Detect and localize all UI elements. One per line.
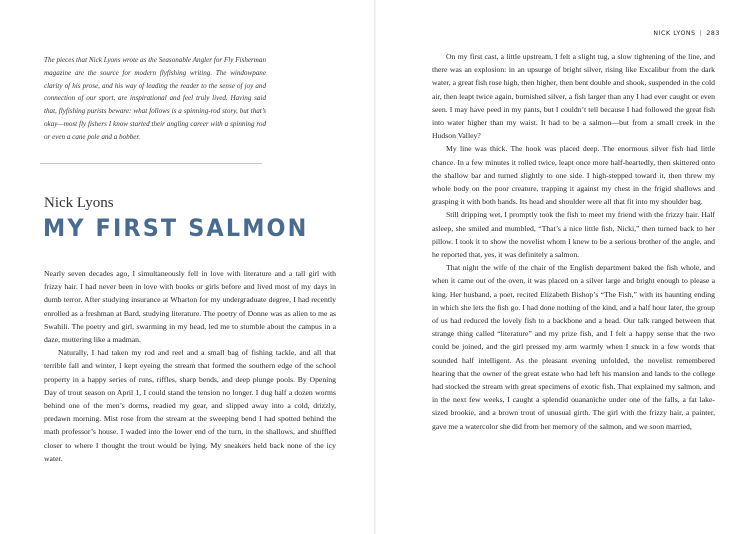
body-paragraph: Nearly seven decades ago, I simultaneously fell in love with literature and a tall girl with frizzy hair. I had never been in love with books or girls before and lived most of my days in dumb terror. After studying insurance at Wharton for my undergraduate degree, I had recently enrolled as a freshman at Bard, studying literature. The poetry of Donne was as alien to me as Swahili. The poetry and girl, swarming in my head, led me to stumble about the campus in a daze, muttering like a madman.	[44, 269, 336, 345]
body-paragraph: My line was thick. The hook was placed deep. The enormous silver fish had little chance. In a few minutes it rolled twice, leapt once more half-heartedly, then skittered onto the shallow bar and turned slightly to one side. I high-stepped toward it, then threw my whole body on the poor creature, trapping it against my chest in the frigid shallows and grasping it with both hands. Its head and shoulder were all that fit into my shoulder bag.	[432, 144, 715, 207]
header-separator: |	[699, 30, 703, 37]
intro-divider	[40, 163, 262, 164]
body-paragraph: On my first cast, a little upstream, I felt a slight tug, a slow tightening of the line, and there was an explosion: in an upsurge of bright silver, rising like Excalibur from the dark water, a great fish rose high, then higher, then bent double and shook, suspended in the cold air, then leapt twice again, burnished silver, a fish larger than any I had ever caught or even seen. I may have peed in my pants, but I couldn’t tell because I had followed the great fish into water higher than my waist. It had to be a salmon—but from a small creek in the Hudson Valley?	[432, 52, 715, 141]
article-title: MY FIRST SALMON	[43, 214, 309, 242]
intro-text: The pieces that Nick Lyons wrote as the Seasonable Angler for Fly Fisherman magazine are the source for modern flyfishing writing. The windowpane clarity of his prose, and his way of leading the reader to the sense of joy and connection of our sport, are inspirational and feel truly lived. Having said that, flyfishing purists beware: what follows is a spinning-rod story, but that’s okay—most fly fishers I know started their angling career with a spinning rod or even a cane pole and a bobber.	[44, 56, 266, 141]
body-paragraph: Still dripping wet, I promptly took the fish to meet my friend with the frizzy hair. Half asleep, she smiled and mumbled, “That’s a nice little fish, Nicki,” then turned back to her pillow. I took it to show the novelist whom I knew to be a serious brother of the angle, and he reported that, yes, it was definitely a salmon.	[432, 210, 715, 260]
right-body-text	[432, 50, 715, 433]
body-paragraph: That night the wife of the chair of the English department baked the fish whole, and when it came out of the oven, it was placed on a silver large and bright enough to please a king. Her husband, a poet, recited Elizabeth Bishop’s “The Fish,” with its haunting ending in which she lets the fish go. I had done nothing of the kind, and a half hour later, the group of us had reduced the lovely fish to a backbone and a head. Our talk ranged between that strange thing called “literature” and my prize fish, and I felt a happy sense that the two could be joined, and the girl pressed my arm warmly when I snuck in a few words that sounded half intelligent. As the pleasant evening unfolded, the novelist remembered hearing that the owner of the great estate who had left his mansion and lands to the college had stocked the stream with great specimens of exotic fish. That explained my salmon, and in the next few weeks, I caught a splendid ouananiche under one of the falls, a fat lake-sized brookie, and a brown trout of unusual girth. The girl with the frizzy hair, a painter, gave me a watercolor she did from her memory of the salmon, and we soon married,	[432, 263, 715, 431]
page-number: 283	[706, 30, 720, 37]
intro-paragraph	[44, 54, 266, 144]
running-title: NICK LYONS	[653, 30, 696, 37]
left-body-text	[44, 267, 336, 465]
body-paragraph: Naturally, I had taken my rod and reel and a small bag of fishing tackle, and all that terrible fall and winter, I kept eyeing the stream that formed the southern edge of the school property in a happy series of runs, riffles, sharp bends, and deep plunge pools. By Opening Day of trout season on April 1, I could stand the tension no longer. I dug half a dozen worms behind one of the men’s dorms, readied my gear, and slipped away into a cold, drizzly, predawn morning. Mist rose from the stream at the sweeping bend I had spotted behind the math professor’s house. I waded into the lower end of the turn, in the shallows, and shuffled closer to where I thought the trout would be lying. My sneakers held back none of the icy water.	[44, 348, 336, 463]
running-header	[653, 30, 720, 37]
right-page	[376, 0, 750, 534]
left-page	[0, 0, 374, 534]
article-author: Nick Lyons	[44, 195, 114, 211]
